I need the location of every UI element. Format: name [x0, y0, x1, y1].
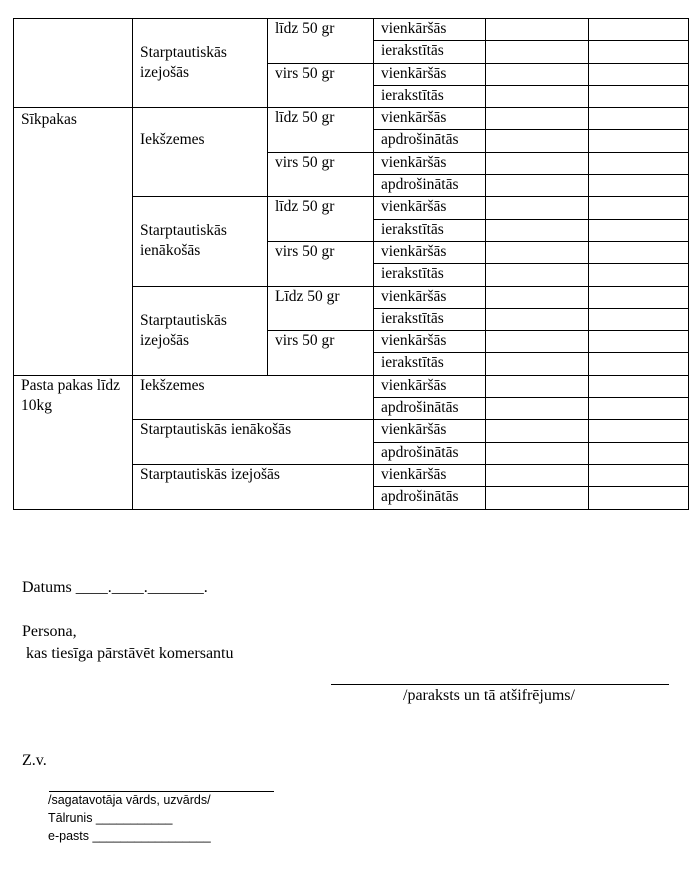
table-row	[14, 375, 689, 397]
value-cell[interactable]	[589, 85, 689, 107]
type-cell: ierakstītās	[374, 219, 486, 241]
value-cell[interactable]	[486, 130, 589, 152]
type-cell: apdrošinātās	[374, 130, 486, 152]
value-cell[interactable]	[486, 398, 589, 420]
subcategory-cell: Starptautiskās ienākošās	[133, 197, 268, 286]
type-cell: vienkāršās	[374, 241, 486, 263]
subcategory-cell: Iekšzemes	[133, 375, 374, 420]
value-cell[interactable]	[589, 264, 689, 286]
preparer-line[interactable]	[49, 791, 274, 792]
postal-items-table	[13, 18, 689, 510]
value-cell[interactable]	[486, 308, 589, 330]
weight-cell: virs 50 gr	[268, 331, 374, 376]
signature-line[interactable]	[331, 684, 669, 685]
value-cell[interactable]	[486, 197, 589, 219]
type-cell: vienkāršās	[374, 375, 486, 397]
weight-cell: līdz 50 gr	[268, 197, 374, 242]
value-cell[interactable]	[589, 19, 689, 41]
type-cell: ierakstītās	[374, 308, 486, 330]
signature-caption: /paraksts un tā atšifrējums/	[403, 687, 575, 704]
stamp-label: Z.v.	[22, 752, 47, 769]
type-cell: vienkāršās	[374, 464, 486, 486]
value-cell[interactable]	[589, 398, 689, 420]
subcategory-cell: Starptautiskās izejošās	[133, 286, 268, 375]
weight-cell: līdz 50 gr	[268, 19, 374, 64]
value-cell[interactable]	[486, 375, 589, 397]
value-cell[interactable]	[486, 487, 589, 509]
type-cell: ierakstītās	[374, 41, 486, 63]
value-cell[interactable]	[486, 219, 589, 241]
value-cell[interactable]	[589, 152, 689, 174]
type-cell: vienkāršās	[374, 152, 486, 174]
value-cell[interactable]	[589, 241, 689, 263]
value-cell[interactable]	[486, 108, 589, 130]
date-line[interactable]: Datums ____.____._______.	[22, 579, 208, 596]
weight-cell: virs 50 gr	[268, 241, 374, 286]
type-cell: vienkāršās	[374, 19, 486, 41]
type-cell: ierakstītās	[374, 353, 486, 375]
value-cell[interactable]	[589, 420, 689, 442]
person-label-continued: kas tiesīga pārstāvēt komersantu	[26, 645, 234, 662]
value-cell[interactable]	[486, 63, 589, 85]
value-cell[interactable]	[589, 219, 689, 241]
value-cell[interactable]	[486, 442, 589, 464]
value-cell[interactable]	[486, 420, 589, 442]
value-cell[interactable]	[486, 175, 589, 197]
weight-cell: virs 50 gr	[268, 152, 374, 197]
subcategory-cell: Starptautiskās izejošās	[133, 464, 374, 509]
category-cell	[14, 19, 133, 108]
value-cell[interactable]	[486, 286, 589, 308]
type-cell: ierakstītās	[374, 264, 486, 286]
value-cell[interactable]	[486, 85, 589, 107]
type-cell: vienkāršās	[374, 420, 486, 442]
value-cell[interactable]	[589, 130, 689, 152]
value-cell[interactable]	[589, 108, 689, 130]
weight-cell: Līdz 50 gr	[268, 286, 374, 331]
phone-field[interactable]: Tālrunis ___________	[48, 811, 173, 825]
subcategory-cell: Iekšzemes	[133, 108, 268, 197]
email-field[interactable]: e-pasts _________________	[48, 829, 211, 843]
value-cell[interactable]	[589, 308, 689, 330]
value-cell[interactable]	[589, 63, 689, 85]
category-cell: Sīkpakas	[14, 108, 133, 376]
value-cell[interactable]	[486, 152, 589, 174]
value-cell[interactable]	[486, 331, 589, 353]
type-cell: vienkāršās	[374, 331, 486, 353]
value-cell[interactable]	[486, 464, 589, 486]
type-cell: apdrošinātās	[374, 487, 486, 509]
value-cell[interactable]	[589, 442, 689, 464]
type-cell: vienkāršās	[374, 197, 486, 219]
type-cell: apdrošinātās	[374, 398, 486, 420]
weight-cell: virs 50 gr	[268, 63, 374, 108]
value-cell[interactable]	[589, 175, 689, 197]
value-cell[interactable]	[589, 353, 689, 375]
value-cell[interactable]	[589, 331, 689, 353]
weight-cell: līdz 50 gr	[268, 108, 374, 153]
value-cell[interactable]	[486, 353, 589, 375]
type-cell: vienkāršās	[374, 108, 486, 130]
value-cell[interactable]	[589, 41, 689, 63]
value-cell[interactable]	[589, 197, 689, 219]
value-cell[interactable]	[589, 464, 689, 486]
person-label: Persona,	[22, 623, 77, 640]
value-cell[interactable]	[486, 264, 589, 286]
category-cell: Pasta pakas līdz 10kg	[14, 375, 133, 509]
type-cell: vienkāršās	[374, 63, 486, 85]
value-cell[interactable]	[589, 286, 689, 308]
type-cell: apdrošinātās	[374, 175, 486, 197]
type-cell: apdrošinātās	[374, 442, 486, 464]
subcategory-cell: Starptautiskās ienākošās	[133, 420, 374, 465]
subcategory-cell: Starptautiskās izejošās	[133, 19, 268, 108]
value-cell[interactable]	[589, 487, 689, 509]
value-cell[interactable]	[486, 19, 589, 41]
value-cell[interactable]	[486, 241, 589, 263]
value-cell[interactable]	[486, 41, 589, 63]
table-row	[14, 19, 689, 41]
value-cell[interactable]	[589, 375, 689, 397]
type-cell: ierakstītās	[374, 85, 486, 107]
type-cell: vienkāršās	[374, 286, 486, 308]
preparer-caption: /sagatavotāja vārds, uzvārds/	[48, 793, 211, 807]
table-row	[14, 108, 689, 130]
